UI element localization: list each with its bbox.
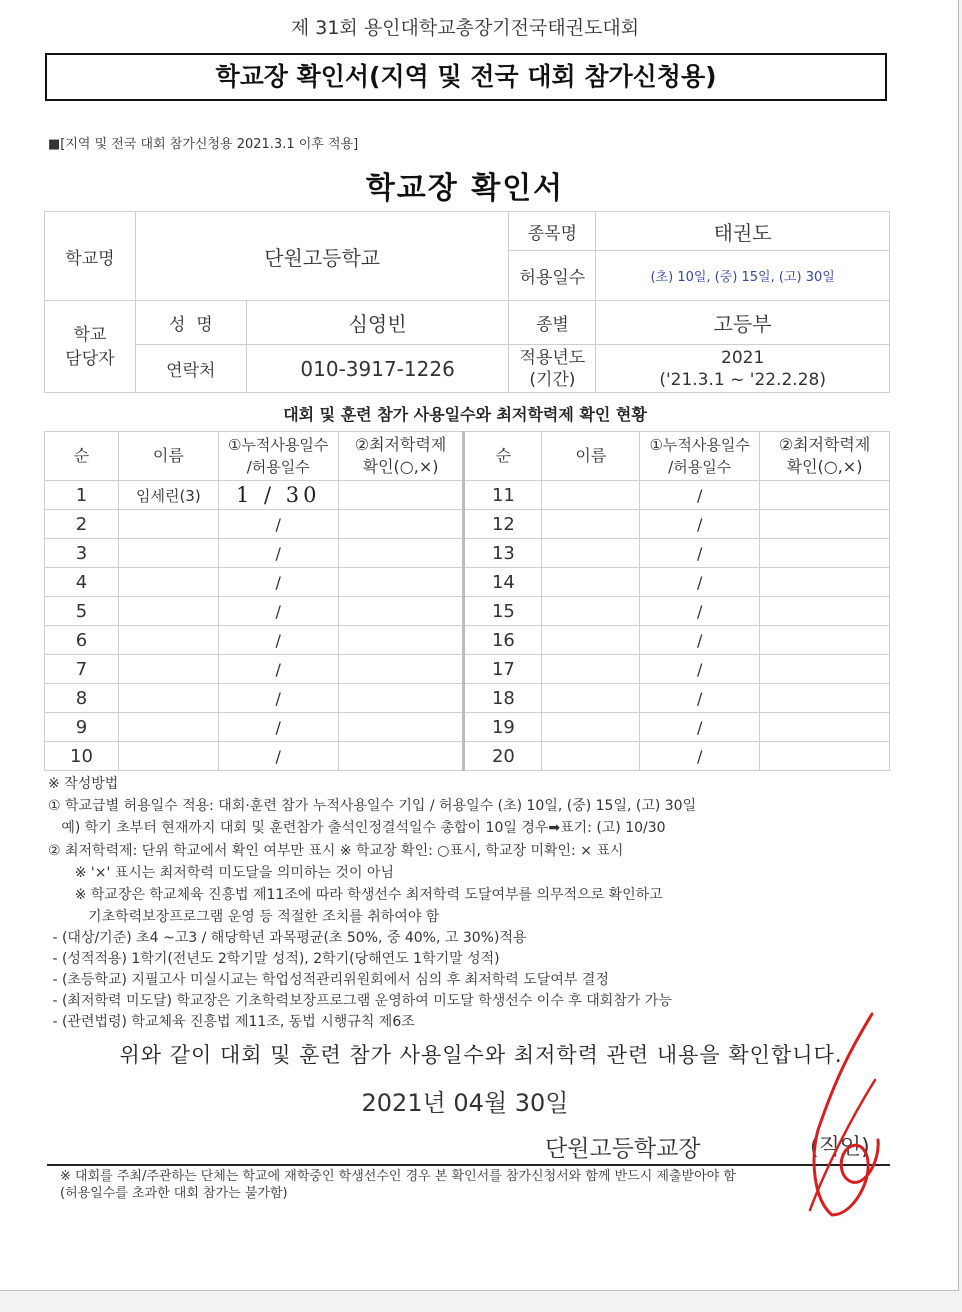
official-seal-label: (직인) [810, 1135, 870, 1160]
header-days: ①누적사용일수 /허용일수 [218, 432, 338, 481]
row-number: 2 [45, 510, 119, 539]
academic-check [760, 684, 890, 713]
student-name [118, 568, 218, 597]
header-name-2: 이름 [542, 432, 640, 481]
student-name [542, 481, 640, 510]
student-name [542, 684, 640, 713]
days-used: / [218, 568, 338, 597]
staff-name: 심영빈 [246, 301, 509, 345]
row-number: 12 [464, 510, 542, 539]
days-used: / [218, 597, 338, 626]
table-row [45, 510, 890, 539]
row-number: 1 [45, 481, 119, 510]
student-name [118, 684, 218, 713]
row-number: 17 [464, 655, 542, 684]
student-name [118, 539, 218, 568]
row-number: 15 [464, 597, 542, 626]
applicability-note: ■[지역 및 전국 대회 참가신청용 2021.3.1 이후 적용] [48, 137, 359, 152]
header-academic: ②최저학력제 확인(○,×) [338, 432, 464, 481]
days-used: / [218, 742, 338, 771]
days-used: / [640, 539, 760, 568]
table-row [45, 597, 890, 626]
staff-name-label: 성 명 [135, 301, 246, 345]
academic-check [338, 626, 464, 655]
instruction-line: ※ 작성방법 [48, 776, 119, 792]
days-used: / [218, 626, 338, 655]
student-name [542, 655, 640, 684]
bottom-note-line: (허용일수를 초과한 대회 참가는 불가함) [60, 1186, 288, 1201]
table-row [45, 655, 890, 684]
category-value: 고등부 [596, 301, 890, 345]
row-number: 5 [45, 597, 119, 626]
days-used: / [640, 655, 760, 684]
event-title: 제 31회 용인대학교총장기전국태권도대회 [290, 17, 640, 39]
document-title: 학교장 확인서 [365, 171, 565, 206]
header-days-2: ①누적사용일수 /허용일수 [640, 432, 760, 481]
header-academic-2: ②최저학력제 확인(○,×) [760, 432, 890, 481]
academic-check [760, 510, 890, 539]
row-number: 16 [464, 626, 542, 655]
school-info-table [44, 211, 890, 393]
category-label: 종별 [509, 301, 596, 345]
student-name [118, 742, 218, 771]
table-row [45, 626, 890, 655]
period-value: 2021 ('21.3.1 ~ '22.2.28) [596, 345, 890, 393]
academic-check [338, 568, 464, 597]
row-number: 14 [464, 568, 542, 597]
row-number: 6 [45, 626, 119, 655]
instruction-line: ② 최저학력제: 단위 학교에서 확인 여부만 표시 ※ 학교장 확인: ○표시, 학교장 미확인: × 표시 [48, 843, 624, 859]
row-number: 18 [464, 684, 542, 713]
divider [47, 1164, 890, 1166]
student-name [542, 568, 640, 597]
days-used: / [218, 684, 338, 713]
student-name: 임세린(3) [118, 481, 218, 510]
academic-check [760, 626, 890, 655]
academic-check [338, 742, 464, 771]
contact-number: 010-3917-1226 [246, 345, 509, 393]
days-used: / [640, 626, 760, 655]
academic-check [760, 481, 890, 510]
school-name-label: 학교명 [45, 212, 136, 301]
student-name [542, 742, 640, 771]
academic-check [338, 539, 464, 568]
days-used: / [640, 597, 760, 626]
row-number: 9 [45, 713, 119, 742]
school-staff-label: 학교 담당자 [45, 301, 136, 393]
row-number: 11 [464, 481, 542, 510]
academic-check [760, 568, 890, 597]
student-name [542, 597, 640, 626]
issue-date: 2021년 04월 30일 [361, 1089, 569, 1117]
usage-list-title: 대회 및 훈련 참가 사용일수와 최저학력제 확인 현황 [283, 405, 647, 424]
academic-check [338, 597, 464, 626]
table-row [45, 568, 890, 597]
instruction-line: - (대상/기준) 초4 ~고3 / 해당학년 과목평균(초 50%, 중 40%, 고 30%)적용 [48, 930, 527, 946]
table-row [45, 481, 890, 510]
school-name: 단원고등학교 [135, 212, 509, 301]
days-used: 1 / 30 [218, 481, 338, 510]
academic-check [338, 655, 464, 684]
academic-check [760, 597, 890, 626]
sport-label: 종목명 [509, 212, 596, 251]
instruction-line: 예) 학기 초부터 현재까지 대회 및 훈련참가 출석인정결석일수 총합이 10일 경우➡표기: (고) 10/30 [48, 820, 666, 836]
academic-check [760, 539, 890, 568]
row-number: 8 [45, 684, 119, 713]
academic-check [760, 655, 890, 684]
academic-check [760, 742, 890, 771]
table-row [45, 742, 890, 771]
days-used: / [640, 481, 760, 510]
row-number: 13 [464, 539, 542, 568]
row-number: 19 [464, 713, 542, 742]
instruction-line: - (관련법령) 학교체육 진흥법 제11조, 동법 시행규칙 제6조 [48, 1014, 415, 1030]
student-name [542, 510, 640, 539]
days-used: / [640, 713, 760, 742]
instruction-line: 기초학력보장프로그램 운영 등 적절한 조치를 취하여야 함 [48, 909, 440, 925]
header-no: 순 [45, 432, 119, 481]
days-used: / [218, 655, 338, 684]
header-no-2: 순 [464, 432, 542, 481]
academic-check [760, 713, 890, 742]
student-name [542, 539, 640, 568]
table-header-row [45, 432, 890, 481]
academic-check [338, 510, 464, 539]
student-name [118, 655, 218, 684]
days-used: / [218, 510, 338, 539]
row-number: 10 [45, 742, 119, 771]
academic-check [338, 684, 464, 713]
table-row [45, 684, 890, 713]
period-label: 적용년도 (기간) [509, 345, 596, 393]
table-body [45, 481, 890, 771]
principal-name: 단원고등학교장 [545, 1136, 701, 1162]
header-name: 이름 [118, 432, 218, 481]
instruction-line: ※ 학교장은 학교체육 진흥법 제11조에 따라 학생선수 최저학력 도달여부를 의무적으로 확인하고 [48, 887, 663, 903]
allowed-days-value: (초) 10일, (중) 15일, (고) 30일 [596, 251, 890, 301]
contact-label: 연락처 [135, 345, 246, 393]
days-used: / [218, 713, 338, 742]
instruction-line: - (초등학교) 지필고사 미실시교는 학업성적관리위원회에서 심의 후 최저학력 도달여부 결정 [48, 972, 609, 988]
instruction-line: - (성적적용) 1학기(전년도 2학기말 성적), 2학기(당해연도 1학기말 성적) [48, 951, 500, 967]
student-name [118, 510, 218, 539]
row-number: 7 [45, 655, 119, 684]
instruction-line: ① 학교급별 허용일수 적용: 대회·훈련 참가 누적사용일수 기입 / 허용일수 (초) 10일, (중) 15일, (고) 30일 [48, 798, 697, 814]
row-number: 4 [45, 568, 119, 597]
form-title: 학교장 확인서(지역 및 전국 대회 참가신청용) [45, 53, 887, 101]
student-name [542, 626, 640, 655]
handwritten-signature [780, 1010, 890, 1220]
row-number: 20 [464, 742, 542, 771]
instruction-line: - (최저학력 미도달) 학교장은 기초학력보장프로그램 운영하여 미도달 학생선수 이수 후 대회참가 가능 [48, 993, 672, 1009]
sport-value: 태권도 [596, 212, 890, 251]
days-used: / [640, 510, 760, 539]
days-used: / [640, 742, 760, 771]
student-name [542, 713, 640, 742]
student-name [118, 713, 218, 742]
allowed-days-label: 허용일수 [509, 251, 596, 301]
academic-check [338, 481, 464, 510]
days-used: / [218, 539, 338, 568]
table-row [45, 713, 890, 742]
student-name [118, 597, 218, 626]
days-used: / [640, 568, 760, 597]
student-name [118, 626, 218, 655]
row-number: 3 [45, 539, 119, 568]
bottom-note-line: ※ 대회를 주최/주관하는 단체는 학교에 재학중인 학생선수인 경우 본 확인서를 참가신청서와 함께 반드시 제출받아야 함 [60, 1169, 736, 1184]
instruction-line: ※ '×' 표시는 최저학력 미도달을 의미하는 것이 아님 [48, 865, 394, 881]
participation-table [44, 431, 890, 771]
table-row [45, 539, 890, 568]
confirmation-statement: 위와 같이 대회 및 훈련 참가 사용일수와 최저학력 관련 내용을 확인합니다. [119, 1043, 843, 1067]
days-used: / [640, 684, 760, 713]
academic-check [338, 713, 464, 742]
bottom-note [60, 1168, 736, 1202]
